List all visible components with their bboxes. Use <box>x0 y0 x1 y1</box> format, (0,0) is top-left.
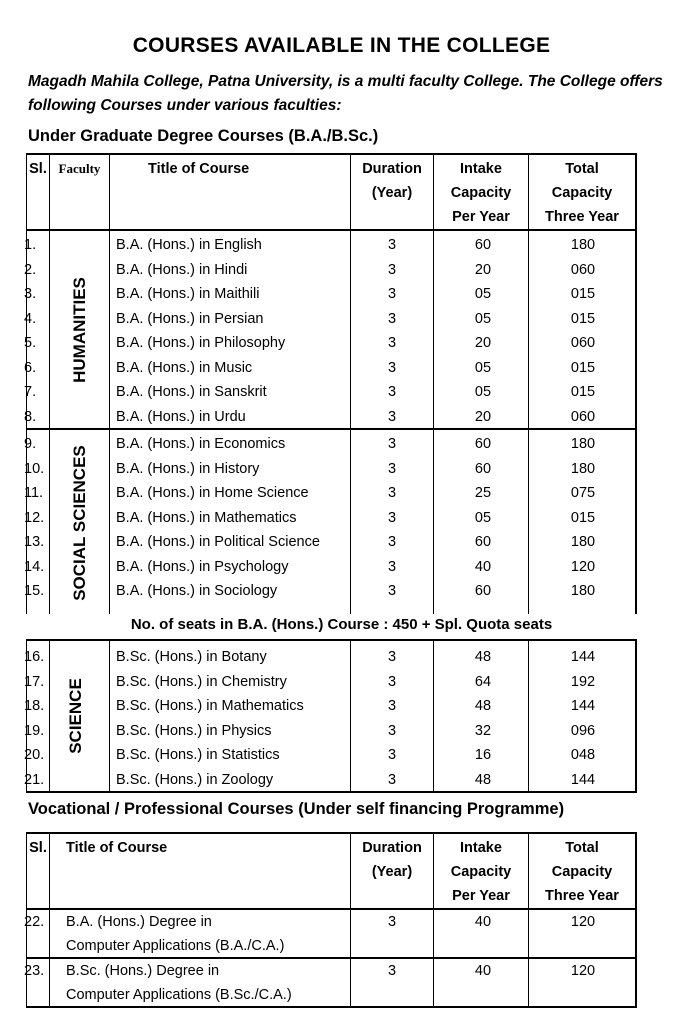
vocational-section-heading: Vocational / Professional Courses (Under self financing Programme) <box>28 800 565 818</box>
row-sl: 5. <box>24 335 37 351</box>
row-duration: 3 <box>387 261 397 278</box>
row-intake: 32 <box>474 722 492 739</box>
header-total <box>529 157 635 229</box>
row-duration: 3 <box>387 310 397 327</box>
row-course-title-line: Computer Applications (B.Sc./C.A.) <box>66 987 292 1003</box>
row-sl: 6. <box>24 359 37 376</box>
row-intake: 20 <box>474 261 492 278</box>
science-courses-table <box>26 639 637 793</box>
header-intake <box>434 157 528 229</box>
row-duration: 3 <box>387 335 397 351</box>
vocational-courses-table <box>26 832 637 1008</box>
row-course-title: B.A. (Hons.) in English <box>116 237 262 253</box>
voc-header-intake-line2: Capacity <box>450 864 512 880</box>
row-course-title <box>66 910 284 958</box>
row-course-title: B.Sc. (Hons.) in Mathematics <box>116 698 304 714</box>
row-course-title: B.Sc. (Hons.) in Statistics <box>116 747 280 763</box>
faculty-label-science: SCIENCE <box>66 678 85 754</box>
row-course-title: B.Sc. (Hons.) in Physics <box>116 722 272 739</box>
table-row <box>26 579 637 603</box>
voc-header-total-line2: Capacity <box>551 864 613 880</box>
header-sl: Sl. <box>29 161 47 177</box>
table-row <box>26 331 637 355</box>
voc-header-intake-line1: Intake <box>460 840 502 856</box>
voc-header-duration <box>351 836 433 884</box>
row-sl: 11. <box>24 485 44 501</box>
row-intake: 64 <box>474 673 492 690</box>
row-total: 120 <box>570 914 596 930</box>
table-row <box>26 743 637 767</box>
row-sl: 22. <box>24 914 45 930</box>
row-sl: 17. <box>24 673 45 690</box>
row-duration: 3 <box>387 673 397 690</box>
row-intake: 05 <box>474 359 492 376</box>
row-total: 075 <box>570 485 596 501</box>
faculty-label-social-sciences: SOCIAL SCIENCES <box>70 445 89 601</box>
header-intake-line1: Intake <box>460 161 502 177</box>
row-sl: 16. <box>24 649 45 665</box>
row-sl: 3. <box>24 286 37 302</box>
row-duration: 3 <box>387 698 397 714</box>
row-duration: 3 <box>387 963 397 979</box>
row-sl: 7. <box>24 384 37 400</box>
row-course-title: B.A. (Hons.) in Political Science <box>116 534 320 550</box>
row-intake: 48 <box>474 771 492 788</box>
header-intake-line2: Capacity <box>450 185 512 201</box>
row-sl: 15. <box>24 583 45 599</box>
table-row <box>26 481 637 505</box>
row-total: 180 <box>570 583 596 599</box>
seats-note: No. of seats in B.A. (Hons.) Course : 450 + Spl. Quota seats <box>130 616 553 633</box>
table-row <box>26 670 637 694</box>
row-total: 060 <box>570 261 596 278</box>
row-course-title <box>66 959 292 1007</box>
faculty-label-humanities: HUMANITIES <box>70 277 89 383</box>
row-total: 060 <box>570 335 596 351</box>
row-intake: 40 <box>474 914 492 930</box>
row-duration: 3 <box>387 771 397 788</box>
row-intake: 40 <box>474 558 492 575</box>
row-total: 015 <box>570 310 596 327</box>
row-sl: 13. <box>24 534 45 550</box>
voc-header-total-line1: Total <box>565 840 599 856</box>
row-course-title: B.A. (Hons.) in Maithili <box>116 286 260 302</box>
row-course-title: B.A. (Hons.) in Urdu <box>116 408 246 425</box>
row-intake: 20 <box>474 335 492 351</box>
table-row <box>26 457 637 481</box>
ug-courses-table <box>26 153 637 614</box>
row-intake: 05 <box>474 310 492 327</box>
voc-header-title: Title of Course <box>66 840 168 856</box>
row-total: 192 <box>570 673 596 690</box>
row-intake: 40 <box>474 963 492 979</box>
row-duration: 3 <box>387 534 397 550</box>
row-total: 060 <box>570 408 596 425</box>
row-duration: 3 <box>387 359 397 376</box>
row-course-title: B.Sc. (Hons.) in Botany <box>116 649 267 665</box>
row-sl: 14. <box>24 558 45 575</box>
row-intake: 25 <box>474 485 492 501</box>
row-course-title: B.A. (Hons.) in Psychology <box>116 558 289 575</box>
header-duration <box>351 157 433 205</box>
row-total: 144 <box>570 649 596 665</box>
row-intake: 48 <box>474 698 492 714</box>
header-total-line2: Capacity <box>551 185 613 201</box>
voc-header-total <box>529 836 635 908</box>
table-row <box>26 530 637 554</box>
row-total: 180 <box>570 237 596 253</box>
header-intake-line3: Per Year <box>452 209 510 225</box>
row-sl: 9. <box>24 436 37 452</box>
row-total: 120 <box>570 558 596 575</box>
row-course-title: B.A. (Hons.) in Persian <box>116 310 264 327</box>
ug-section-heading: Under Graduate Degree Courses (B.A./B.Sc.) <box>28 127 379 145</box>
row-sl: 10. <box>24 460 45 477</box>
table-row <box>26 555 637 579</box>
row-course-title: B.A. (Hons.) in Sociology <box>116 583 278 599</box>
row-course-title: B.A. (Hons.) in Hindi <box>116 261 248 278</box>
row-duration: 3 <box>387 436 397 452</box>
row-intake: 60 <box>474 237 492 253</box>
row-course-title: B.A. (Hons.) in Economics <box>116 436 286 452</box>
page-title: COURSES AVAILABLE IN THE COLLEGE <box>132 34 551 57</box>
table-row <box>26 282 637 306</box>
row-duration: 3 <box>387 583 397 599</box>
row-total: 015 <box>570 509 596 526</box>
row-sl: 12. <box>24 509 45 526</box>
voc-header-intake <box>434 836 528 908</box>
row-total: 015 <box>570 359 596 376</box>
row-duration: 3 <box>387 460 397 477</box>
voc-header-duration-line1: Duration <box>362 840 422 856</box>
row-intake: 05 <box>474 384 492 400</box>
row-intake: 60 <box>474 534 492 550</box>
row-intake: 60 <box>474 436 492 452</box>
table-row <box>26 233 637 257</box>
row-intake: 20 <box>474 408 492 425</box>
row-duration: 3 <box>387 485 397 501</box>
header-duration-line2: (Year) <box>371 185 413 201</box>
row-total: 180 <box>570 460 596 477</box>
row-duration: 3 <box>387 914 397 930</box>
row-total: 015 <box>570 384 596 400</box>
row-total: 180 <box>570 436 596 452</box>
row-intake: 60 <box>474 583 492 599</box>
row-course-title: B.A. (Hons.) in Home Science <box>116 485 309 501</box>
header-title: Title of Course <box>148 161 250 177</box>
row-intake: 48 <box>474 649 492 665</box>
row-duration: 3 <box>387 509 397 526</box>
row-duration: 3 <box>387 237 397 253</box>
row-sl: 23. <box>24 963 45 979</box>
row-total: 180 <box>570 534 596 550</box>
row-course-title: B.A. (Hons.) in History <box>116 460 260 477</box>
row-total: 120 <box>570 963 596 979</box>
table-row <box>26 258 637 282</box>
row-sl: 18. <box>24 698 45 714</box>
row-course-title: B.Sc. (Hons.) in Zoology <box>116 771 274 788</box>
row-course-title-line: Computer Applications (B.A./C.A.) <box>66 938 285 954</box>
table-row <box>26 694 637 718</box>
table-row <box>26 405 637 429</box>
row-course-title: B.A. (Hons.) in Mathematics <box>116 509 297 526</box>
row-total: 144 <box>570 698 596 714</box>
header-total-line3: Three Year <box>545 209 619 225</box>
table-row <box>26 506 637 530</box>
row-intake: 05 <box>474 286 492 302</box>
row-sl: 2. <box>24 261 37 278</box>
row-course-title: B.A. (Hons.) in Music <box>116 359 253 376</box>
table-row <box>26 959 637 1007</box>
row-intake: 60 <box>474 460 492 477</box>
table-row <box>26 645 637 669</box>
row-sl: 1. <box>24 237 37 253</box>
table-row <box>26 380 637 404</box>
row-duration: 3 <box>387 747 397 763</box>
header-duration-line1: Duration <box>362 161 422 177</box>
row-sl: 8. <box>24 408 37 425</box>
table-row <box>26 307 637 331</box>
row-total: 096 <box>570 722 596 739</box>
table-row <box>26 432 637 456</box>
voc-header-sl: Sl. <box>29 840 47 856</box>
intro-paragraph: Magadh Mahila College, Patna University, is a multi faculty College. The College offers following Courses under various faculties: <box>28 73 663 114</box>
row-duration: 3 <box>387 558 397 575</box>
header-total-line1: Total <box>565 161 599 177</box>
row-duration: 3 <box>387 722 397 739</box>
header-faculty: Faculty <box>58 161 101 176</box>
table-row <box>26 768 637 792</box>
row-sl: 4. <box>24 310 37 327</box>
row-total: 144 <box>570 771 596 788</box>
voc-header-duration-line2: (Year) <box>371 864 413 880</box>
row-intake: 05 <box>474 509 492 526</box>
row-sl: 20. <box>24 747 45 763</box>
row-duration: 3 <box>387 649 397 665</box>
row-course-title: B.A. (Hons.) in Sanskrit <box>116 384 267 400</box>
table-row <box>26 356 637 380</box>
table-row <box>26 910 637 958</box>
row-total: 048 <box>570 747 596 763</box>
voc-header-intake-line3: Per Year <box>452 888 510 904</box>
row-duration: 3 <box>387 408 397 425</box>
row-sl: 19. <box>24 722 45 739</box>
row-duration: 3 <box>387 384 397 400</box>
row-total: 015 <box>570 286 596 302</box>
row-course-title: B.A. (Hons.) in Philosophy <box>116 335 286 351</box>
row-course-title-line: B.A. (Hons.) Degree in <box>66 914 212 930</box>
row-course-title: B.Sc. (Hons.) in Chemistry <box>116 673 287 690</box>
row-course-title-line: B.Sc. (Hons.) Degree in <box>66 963 220 979</box>
row-intake: 16 <box>474 747 492 763</box>
row-duration: 3 <box>387 286 397 302</box>
table-row <box>26 719 637 743</box>
row-sl: 21. <box>24 771 45 788</box>
voc-header-total-line3: Three Year <box>545 888 619 904</box>
